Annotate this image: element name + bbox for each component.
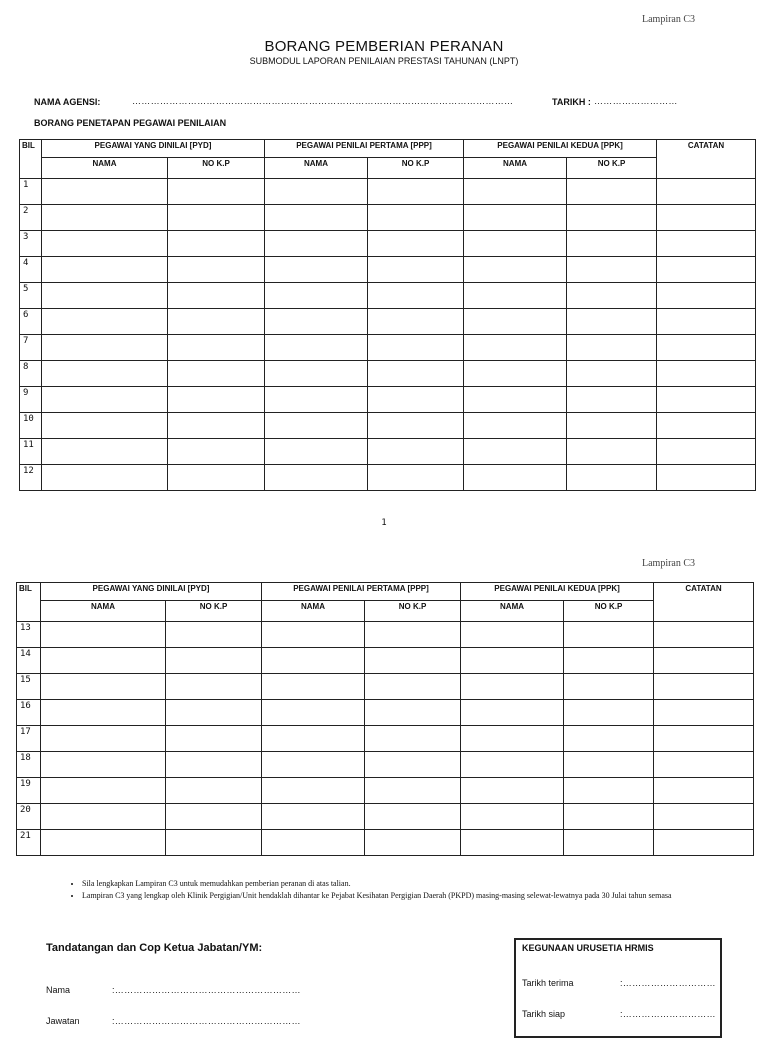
table-cell[interactable] — [567, 387, 657, 413]
table-cell[interactable] — [42, 309, 168, 335]
table-cell[interactable] — [368, 257, 464, 283]
col-pyd-header: PEGAWAI YANG DINILAI [PYD] — [42, 140, 265, 158]
table-cell[interactable] — [168, 257, 265, 283]
table-cell[interactable] — [166, 804, 262, 830]
row-number: 1 — [20, 179, 42, 205]
table-cell[interactable] — [567, 465, 657, 491]
col-ppk-nama: NAMA — [464, 158, 567, 179]
col-ppp-header: PEGAWAI PENILAI PERTAMA [PPP] — [265, 140, 464, 158]
form-subtitle: SUBMODUL LAPORAN PENILAIAN PRESTASI TAHUNAN (LNPT) — [249, 56, 519, 66]
table-cell[interactable] — [265, 283, 368, 309]
table-cell[interactable] — [461, 752, 564, 778]
table-cell[interactable] — [654, 778, 754, 804]
table-cell[interactable] — [41, 700, 166, 726]
table-cell[interactable] — [168, 309, 265, 335]
table-cell[interactable] — [368, 413, 464, 439]
col-catatan-header: CATATAN — [657, 140, 756, 179]
hrmis-box-title: KEGUNAAN URUSETIA HRMIS — [522, 943, 654, 953]
table-cell[interactable] — [168, 231, 265, 257]
row-number: 20 — [17, 804, 41, 830]
table-cell[interactable] — [654, 674, 754, 700]
table-cell[interactable] — [654, 622, 754, 648]
table-cell[interactable] — [166, 700, 262, 726]
table-cell[interactable] — [464, 465, 567, 491]
table-cell[interactable] — [657, 309, 756, 335]
table-row — [17, 778, 754, 804]
table-cell[interactable] — [265, 361, 368, 387]
table-cell[interactable] — [368, 465, 464, 491]
table-row — [20, 439, 756, 465]
table-cell[interactable] — [365, 622, 461, 648]
col-ppp-nama: NAMA — [262, 601, 365, 622]
row-number: 3 — [20, 231, 42, 257]
table-cell[interactable] — [654, 804, 754, 830]
table-cell[interactable] — [168, 283, 265, 309]
table-cell[interactable] — [657, 231, 756, 257]
table-cell[interactable] — [262, 726, 365, 752]
table-row — [17, 622, 754, 648]
table-cell[interactable] — [368, 231, 464, 257]
row-number: 16 — [17, 700, 41, 726]
table-cell[interactable] — [265, 413, 368, 439]
table-cell[interactable] — [464, 361, 567, 387]
table-cell[interactable] — [567, 309, 657, 335]
row-number: 4 — [20, 257, 42, 283]
table-cell[interactable] — [567, 413, 657, 439]
row-number: 2 — [20, 205, 42, 231]
table-cell[interactable] — [368, 361, 464, 387]
col-pyd-nama: NAMA — [42, 158, 168, 179]
table-cell[interactable] — [368, 309, 464, 335]
table-cell[interactable] — [464, 179, 567, 205]
table-cell[interactable] — [564, 752, 654, 778]
table-cell[interactable] — [567, 179, 657, 205]
page-number: 1 — [381, 518, 387, 528]
table-cell[interactable] — [262, 752, 365, 778]
table-cell[interactable] — [42, 257, 168, 283]
table-cell[interactable] — [567, 283, 657, 309]
agency-name-field[interactable]: …………………………………………………………………………………………………………… — [132, 96, 514, 106]
table-cell[interactable] — [168, 387, 265, 413]
table-cell[interactable] — [657, 465, 756, 491]
col-ppp-header: PEGAWAI PENILAI PERTAMA [PPP] — [262, 583, 461, 601]
table-cell[interactable] — [657, 205, 756, 231]
table-cell[interactable] — [42, 335, 168, 361]
table-cell[interactable] — [42, 413, 168, 439]
table-cell[interactable] — [657, 335, 756, 361]
signature-name-label: Nama — [46, 985, 71, 995]
table-cell[interactable] — [166, 622, 262, 648]
table-cell[interactable] — [657, 283, 756, 309]
table-cell[interactable] — [265, 231, 368, 257]
table-cell[interactable] — [564, 648, 654, 674]
table-cell[interactable] — [166, 648, 262, 674]
table-cell[interactable] — [567, 361, 657, 387]
table-cell[interactable] — [461, 778, 564, 804]
table-cell[interactable] — [265, 335, 368, 361]
table-cell[interactable] — [654, 830, 754, 856]
table-cell[interactable] — [654, 752, 754, 778]
table-cell[interactable] — [41, 752, 166, 778]
table-cell[interactable] — [657, 439, 756, 465]
table-cell[interactable] — [168, 465, 265, 491]
table-cell[interactable] — [567, 439, 657, 465]
table-cell[interactable] — [166, 726, 262, 752]
table-cell[interactable] — [166, 752, 262, 778]
table-cell[interactable] — [464, 257, 567, 283]
row-number: 15 — [17, 674, 41, 700]
table-cell[interactable] — [564, 804, 654, 830]
row-number: 10 — [20, 413, 42, 439]
signature-name-field[interactable]: :…………………………………………………… — [112, 985, 301, 995]
table-cell[interactable] — [365, 830, 461, 856]
table-cell[interactable] — [166, 674, 262, 700]
table-cell[interactable] — [41, 778, 166, 804]
col-ppp-nokp: NO K.P — [368, 158, 464, 179]
table-cell[interactable] — [168, 179, 265, 205]
table-cell[interactable] — [168, 335, 265, 361]
table-cell[interactable] — [41, 622, 166, 648]
col-bil-header: BIL — [20, 140, 42, 179]
table-row — [17, 726, 754, 752]
table-cell[interactable] — [42, 231, 168, 257]
table-cell[interactable] — [657, 387, 756, 413]
table-cell[interactable] — [654, 700, 754, 726]
signature-position-label: Jawatan — [46, 1016, 80, 1026]
table-cell[interactable] — [262, 700, 365, 726]
table-cell[interactable] — [42, 179, 168, 205]
col-ppk-nokp: NO K.P — [564, 601, 654, 622]
completed-date-label: Tarikh siap — [522, 1009, 566, 1019]
hrmis-box — [514, 938, 722, 1038]
lampiran-label-page2: Lampiran C3 — [642, 558, 696, 569]
table-row — [20, 205, 756, 231]
section-title: BORANG PENETAPAN PEGAWAI PENILAIAN — [34, 118, 227, 128]
row-number: 21 — [17, 830, 41, 856]
row-number: 17 — [17, 726, 41, 752]
lampiran-label: Lampiran C3 — [642, 14, 696, 25]
table-cell[interactable] — [265, 179, 368, 205]
table-row — [20, 361, 756, 387]
table-cell[interactable] — [365, 674, 461, 700]
table-cell[interactable] — [564, 726, 654, 752]
table-cell[interactable] — [461, 674, 564, 700]
row-number: 18 — [17, 752, 41, 778]
row-number: 13 — [17, 622, 41, 648]
table-cell[interactable] — [564, 830, 654, 856]
signature-position-field[interactable]: :…………………………………………………… — [112, 1016, 301, 1026]
signature-title: Tandatangan dan Cop Ketua Jabatan/YM: — [46, 942, 263, 954]
table-cell[interactable] — [365, 778, 461, 804]
table-cell[interactable] — [464, 439, 567, 465]
row-number: 11 — [20, 439, 42, 465]
table-cell[interactable] — [654, 726, 754, 752]
table-cell[interactable] — [168, 413, 265, 439]
table-row — [17, 648, 754, 674]
table-cell[interactable] — [262, 648, 365, 674]
table-cell[interactable] — [42, 465, 168, 491]
table-cell[interactable] — [168, 361, 265, 387]
table-cell[interactable] — [42, 439, 168, 465]
table-cell[interactable] — [262, 830, 365, 856]
table-cell[interactable] — [265, 205, 368, 231]
table-row — [20, 257, 756, 283]
col-ppk-nokp: NO K.P — [567, 158, 657, 179]
table-cell[interactable] — [41, 648, 166, 674]
note-item: • Lampiran C3 yang lengkap oleh Klinik Pergigian/Unit hendaklah dihantar ke Pejabat Kesihatan Pergigian Daerah (PKPD) masing-masing selewat-lewatnya pada 30 Julai tahun semasa — [82, 890, 742, 902]
table-cell[interactable] — [166, 778, 262, 804]
table-cell[interactable] — [368, 283, 464, 309]
table-cell[interactable] — [654, 648, 754, 674]
table-row — [17, 674, 754, 700]
note-item: • Sila lengkapkan Lampiran C3 untuk memudahkan pemberian peranan di atas talian. — [82, 878, 742, 890]
table-row — [17, 804, 754, 830]
table-cell[interactable] — [262, 622, 365, 648]
row-number: 8 — [20, 361, 42, 387]
date-label: TARIKH : — [552, 97, 591, 107]
row-number: 5 — [20, 283, 42, 309]
table-cell[interactable] — [464, 205, 567, 231]
table-cell[interactable] — [567, 257, 657, 283]
assessment-table-page1 — [19, 139, 756, 491]
table-cell[interactable] — [262, 804, 365, 830]
table-cell[interactable] — [657, 179, 756, 205]
table-cell[interactable] — [42, 361, 168, 387]
table-row — [20, 231, 756, 257]
table-cell[interactable] — [368, 335, 464, 361]
col-bil-header: BIL — [17, 583, 41, 622]
table-row — [20, 413, 756, 439]
col-ppk-header: PEGAWAI PENILAI KEDUA [PPK] — [464, 140, 657, 158]
table-cell[interactable] — [657, 257, 756, 283]
date-field[interactable]: ……………………… — [594, 96, 678, 106]
completed-date-field[interactable]: :………………………… — [620, 1009, 716, 1019]
received-date-field[interactable]: :………………………… — [620, 978, 716, 988]
table-cell[interactable] — [265, 439, 368, 465]
table-cell[interactable] — [41, 830, 166, 856]
table-cell[interactable] — [464, 231, 567, 257]
row-number: 9 — [20, 387, 42, 413]
agency-name-label: NAMA AGENSI: — [34, 97, 101, 107]
table-cell[interactable] — [365, 726, 461, 752]
col-pyd-nokp: NO K.P — [166, 601, 262, 622]
table-cell[interactable] — [262, 674, 365, 700]
table-cell[interactable] — [41, 804, 166, 830]
notes-list — [60, 878, 742, 902]
form-title: BORANG PEMBERIAN PERANAN — [264, 38, 504, 55]
table-row — [20, 179, 756, 205]
row-number: 12 — [20, 465, 42, 491]
table-cell[interactable] — [368, 387, 464, 413]
col-ppk-header: PEGAWAI PENILAI KEDUA [PPK] — [461, 583, 654, 601]
table-row — [17, 700, 754, 726]
table-row — [17, 830, 754, 856]
col-pyd-nama: NAMA — [41, 601, 166, 622]
table-cell[interactable] — [265, 257, 368, 283]
row-number: 6 — [20, 309, 42, 335]
table-cell[interactable] — [166, 830, 262, 856]
table-row — [20, 465, 756, 491]
table-cell[interactable] — [567, 335, 657, 361]
table-cell[interactable] — [461, 804, 564, 830]
col-ppk-nama: NAMA — [461, 601, 564, 622]
table-cell[interactable] — [168, 439, 265, 465]
table-row — [20, 283, 756, 309]
received-date-label: Tarikh terima — [522, 978, 574, 988]
row-number: 7 — [20, 335, 42, 361]
table-cell[interactable] — [42, 283, 168, 309]
row-number: 19 — [17, 778, 41, 804]
table-cell[interactable] — [461, 726, 564, 752]
col-pyd-nokp: NO K.P — [168, 158, 265, 179]
table-cell[interactable] — [464, 283, 567, 309]
table-cell[interactable] — [657, 361, 756, 387]
table-cell[interactable] — [265, 465, 368, 491]
table-cell[interactable] — [41, 674, 166, 700]
table-cell[interactable] — [168, 205, 265, 231]
table-cell[interactable] — [42, 205, 168, 231]
table-cell[interactable] — [564, 674, 654, 700]
table-cell[interactable] — [464, 387, 567, 413]
table-cell[interactable] — [567, 231, 657, 257]
table-cell[interactable] — [265, 387, 368, 413]
table-cell[interactable] — [461, 648, 564, 674]
row-number: 14 — [17, 648, 41, 674]
table-cell[interactable] — [567, 205, 657, 231]
table-cell[interactable] — [564, 700, 654, 726]
table-cell[interactable] — [365, 752, 461, 778]
table-cell[interactable] — [464, 335, 567, 361]
table-cell[interactable] — [365, 700, 461, 726]
table-cell[interactable] — [657, 413, 756, 439]
table-cell[interactable] — [41, 726, 166, 752]
col-catatan-header: CATATAN — [654, 583, 754, 622]
col-ppp-nokp: NO K.P — [365, 601, 461, 622]
col-ppp-nama: NAMA — [265, 158, 368, 179]
table-cell[interactable] — [368, 179, 464, 205]
table-cell[interactable] — [464, 413, 567, 439]
table-cell[interactable] — [461, 700, 564, 726]
table-cell[interactable] — [464, 309, 567, 335]
table-cell[interactable] — [42, 387, 168, 413]
table-row — [20, 309, 756, 335]
table-cell[interactable] — [564, 622, 654, 648]
table-row — [20, 387, 756, 413]
table-cell[interactable] — [368, 439, 464, 465]
assessment-table-page2 — [16, 582, 754, 856]
col-pyd-header: PEGAWAI YANG DINILAI [PYD] — [41, 583, 262, 601]
table-cell[interactable] — [265, 309, 368, 335]
table-cell[interactable] — [368, 205, 464, 231]
table-cell[interactable] — [564, 778, 654, 804]
table-row — [20, 335, 756, 361]
table-cell[interactable] — [262, 778, 365, 804]
table-cell[interactable] — [461, 622, 564, 648]
table-row — [17, 752, 754, 778]
table-cell[interactable] — [365, 648, 461, 674]
table-cell[interactable] — [365, 804, 461, 830]
table-cell[interactable] — [461, 830, 564, 856]
